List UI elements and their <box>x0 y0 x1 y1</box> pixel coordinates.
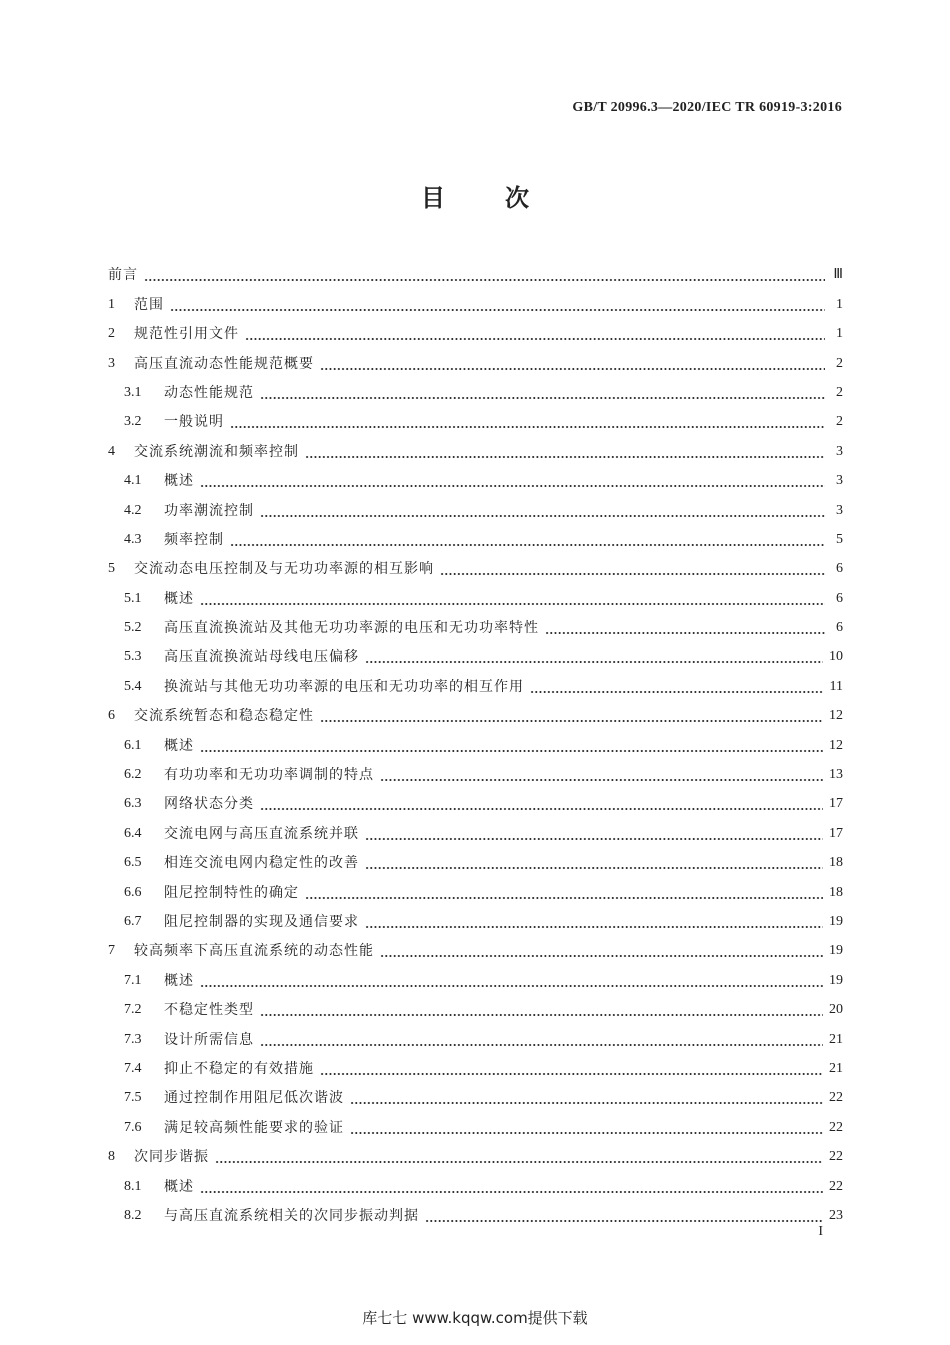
toc-entry-title: 交流系统暂态和稳态稳定性 <box>134 708 314 725</box>
page-title <box>0 178 950 213</box>
toc-entry-title: 高压直流换流站母线电压偏移 <box>164 649 359 666</box>
toc-entry-number: 2 <box>108 326 115 342</box>
toc-entry-number: 7.6 <box>124 1119 142 1135</box>
toc-entry-title: 概述 <box>164 1178 194 1195</box>
toc-entry-page: 21 <box>829 1031 843 1047</box>
toc-entry-number: 7 <box>108 943 115 959</box>
page-number: I <box>818 1224 823 1239</box>
toc-dot-leader <box>260 397 825 399</box>
toc-dot-leader <box>215 1161 823 1163</box>
toc-entry-page: 6 <box>836 620 843 636</box>
toc-dot-leader <box>545 632 825 634</box>
toc-entry[interactable] <box>108 758 843 787</box>
toc-entry-title: 规范性引用文件 <box>134 326 239 343</box>
toc-entry-number: 4.3 <box>124 531 142 547</box>
toc-entry[interactable] <box>108 875 843 904</box>
toc-dot-leader <box>365 661 823 663</box>
toc-entry-number: 6.3 <box>124 796 142 812</box>
toc-entry-title: 动态性能规范 <box>164 384 254 401</box>
toc-entry[interactable] <box>108 1081 843 1110</box>
toc-dot-leader <box>440 573 825 575</box>
toc-entry[interactable] <box>108 669 843 698</box>
toc-entry-title: 不稳定性类型 <box>164 1002 254 1019</box>
toc-entry-number: 6.5 <box>124 855 142 871</box>
toc-dot-leader <box>200 985 823 987</box>
toc-entry-title: 功率潮流控制 <box>164 502 254 519</box>
toc-entry-page: 22 <box>829 1090 843 1106</box>
toc-entry-page: 13 <box>829 767 843 783</box>
toc-dot-leader <box>200 485 825 487</box>
toc-entry-page: 6 <box>836 561 843 577</box>
toc-entry-number: 8 <box>108 1149 115 1165</box>
toc-dot-leader <box>260 1044 823 1046</box>
toc-entry-number: 4.2 <box>124 502 142 518</box>
toc-entry-title: 交流动态电压控制及与无功功率源的相互影响 <box>134 561 434 578</box>
toc-entry-number: 7.4 <box>124 1060 142 1076</box>
toc-entry-number: 3 <box>108 355 115 371</box>
toc-entry[interactable] <box>108 1140 843 1169</box>
toc-entry-number: 7.3 <box>124 1031 142 1047</box>
toc-entry-page: 22 <box>829 1149 843 1165</box>
toc-entry-number: 4 <box>108 443 115 459</box>
toc-entry[interactable] <box>108 611 843 640</box>
toc-entry-title: 一般说明 <box>164 414 224 431</box>
toc-entry[interactable] <box>108 993 843 1022</box>
toc-entry-title: 范围 <box>134 296 164 313</box>
toc-dot-leader <box>320 720 823 722</box>
toc-entry[interactable] <box>108 1052 843 1081</box>
toc-entry-page: 10 <box>829 649 843 665</box>
toc-entry-page: 23 <box>829 1207 843 1223</box>
toc-entry-title: 次同步谐振 <box>134 1149 209 1166</box>
toc-dot-leader <box>200 750 823 752</box>
toc-entry-page: 3 <box>836 443 843 459</box>
toc-entry-title: 概述 <box>164 737 194 754</box>
toc-entry-page: 19 <box>829 913 843 929</box>
toc-dot-leader <box>144 279 825 281</box>
toc-entry[interactable] <box>108 434 843 463</box>
toc-entry-title: 相连交流电网内稳定性的改善 <box>164 855 359 872</box>
toc-entry-title: 概述 <box>164 590 194 607</box>
toc-dot-leader <box>230 426 825 428</box>
toc-entry-page: 18 <box>829 855 843 871</box>
toc-entry-page: 19 <box>829 972 843 988</box>
toc-entry-title: 抑止不稳定的有效措施 <box>164 1060 314 1077</box>
toc-entry-number: 5.3 <box>124 649 142 665</box>
toc-entry-number: 6.2 <box>124 767 142 783</box>
toc-dot-leader <box>260 1014 823 1016</box>
toc-entry[interactable] <box>108 552 843 581</box>
toc-dot-leader <box>170 309 825 311</box>
toc-entry-page: 17 <box>829 825 843 841</box>
title-char-2: 次 <box>505 184 529 212</box>
toc-entry-title: 概述 <box>164 972 194 989</box>
toc-entry[interactable] <box>108 728 843 757</box>
toc-entry[interactable] <box>108 346 843 375</box>
table-of-contents <box>108 258 843 1228</box>
toc-entry-number: 8.1 <box>124 1178 142 1194</box>
toc-entry[interactable] <box>108 581 843 610</box>
toc-entry-title: 换流站与其他无功功率源的电压和无功功率的相互作用 <box>164 678 524 695</box>
toc-entry[interactable] <box>108 1110 843 1139</box>
toc-entry-title: 较高频率下高压直流系统的动态性能 <box>134 943 374 960</box>
toc-entry[interactable] <box>108 1169 843 1198</box>
toc-entry-page: 5 <box>836 531 843 547</box>
toc-entry[interactable] <box>108 258 843 287</box>
toc-entry[interactable] <box>108 816 843 845</box>
toc-entry-title: 高压直流动态性能规范概要 <box>134 355 314 372</box>
toc-entry-title: 与高压直流系统相关的次同步振动判据 <box>164 1207 419 1224</box>
toc-entry[interactable] <box>108 963 843 992</box>
toc-entry-title: 满足较高频性能要求的验证 <box>164 1119 344 1136</box>
toc-entry[interactable] <box>108 905 843 934</box>
toc-dot-leader <box>260 808 823 810</box>
standard-code: GB/T 20996.3—2020/IEC TR 60919-3:2016 <box>572 100 842 115</box>
toc-entry-title: 概述 <box>164 473 194 490</box>
toc-entry-page: Ⅲ <box>833 267 843 283</box>
toc-entry[interactable] <box>108 1199 843 1228</box>
toc-entry-page: 19 <box>829 943 843 959</box>
toc-entry-number: 5.2 <box>124 620 142 636</box>
toc-entry-number: 6 <box>108 708 115 724</box>
toc-entry-number: 6.6 <box>124 884 142 900</box>
toc-entry-title: 频率控制 <box>164 531 224 548</box>
toc-entry-number: 6.1 <box>124 737 142 753</box>
toc-entry-title: 通过控制作用阻尼低次谐波 <box>164 1090 344 1107</box>
toc-dot-leader <box>245 338 825 340</box>
toc-entry-page: 22 <box>829 1119 843 1135</box>
toc-entry-page: 1 <box>836 296 843 312</box>
title-char-1: 目 <box>421 184 445 212</box>
toc-entry-title: 有功功率和无功功率调制的特点 <box>164 767 374 784</box>
toc-entry-page: 3 <box>836 473 843 489</box>
toc-entry-title: 前言 <box>108 267 138 284</box>
toc-entry[interactable] <box>108 846 843 875</box>
toc-dot-leader <box>365 838 823 840</box>
toc-dot-leader <box>305 897 823 899</box>
toc-dot-leader <box>380 955 823 957</box>
toc-entry-page: 2 <box>836 355 843 371</box>
toc-entry-number: 7.2 <box>124 1002 142 1018</box>
toc-entry-page: 3 <box>836 502 843 518</box>
toc-entry-title: 高压直流换流站及其他无功功率源的电压和无功功率特性 <box>164 620 539 637</box>
toc-entry-number: 4.1 <box>124 473 142 489</box>
toc-dot-leader <box>365 926 823 928</box>
toc-entry[interactable] <box>108 405 843 434</box>
toc-entry-title: 阻尼控制器的实现及通信要求 <box>164 913 359 930</box>
toc-entry-page: 21 <box>829 1060 843 1076</box>
toc-entry[interactable] <box>108 464 843 493</box>
toc-entry-page: 2 <box>836 384 843 400</box>
toc-entry-title: 交流系统潮流和频率控制 <box>134 443 299 460</box>
toc-dot-leader <box>365 867 823 869</box>
toc-entry-page: 17 <box>829 796 843 812</box>
toc-entry-title: 设计所需信息 <box>164 1031 254 1048</box>
toc-entry-number: 3.2 <box>124 414 142 430</box>
toc-dot-leader <box>320 1073 823 1075</box>
toc-entry-title: 网络状态分类 <box>164 796 254 813</box>
toc-dot-leader <box>425 1220 823 1222</box>
toc-entry-number: 5 <box>108 561 115 577</box>
toc-entry-number: 6.7 <box>124 913 142 929</box>
toc-dot-leader <box>200 1191 823 1193</box>
toc-entry-page: 1 <box>836 326 843 342</box>
toc-entry[interactable] <box>108 699 843 728</box>
toc-entry[interactable] <box>108 787 843 816</box>
toc-entry[interactable] <box>108 287 843 316</box>
toc-entry-page: 20 <box>829 1002 843 1018</box>
toc-dot-leader <box>230 544 825 546</box>
toc-entry-title: 阻尼控制特性的确定 <box>164 884 299 901</box>
toc-dot-leader <box>380 779 823 781</box>
toc-entry[interactable] <box>108 317 843 346</box>
toc-entry-number: 8.2 <box>124 1207 142 1223</box>
toc-entry[interactable] <box>108 934 843 963</box>
toc-dot-leader <box>350 1102 823 1104</box>
toc-entry-page: 12 <box>829 708 843 724</box>
toc-dot-leader <box>200 603 825 605</box>
toc-dot-leader <box>260 515 825 517</box>
toc-entry[interactable] <box>108 1022 843 1051</box>
toc-dot-leader <box>320 368 825 370</box>
toc-dot-leader <box>305 456 825 458</box>
toc-entry-page: 11 <box>829 678 843 694</box>
toc-entry[interactable] <box>108 493 843 522</box>
toc-entry-page: 6 <box>836 590 843 606</box>
footer-download-note: 库七七 www.kqqw.com提供下载 <box>362 1309 588 1327</box>
toc-entry-number: 6.4 <box>124 825 142 841</box>
toc-dot-leader <box>530 691 824 693</box>
toc-entry-page: 18 <box>829 884 843 900</box>
toc-entry-number: 7.5 <box>124 1090 142 1106</box>
toc-entry-number: 5.4 <box>124 678 142 694</box>
toc-entry-number: 1 <box>108 296 115 312</box>
toc-entry[interactable] <box>108 523 843 552</box>
toc-entry-number: 5.1 <box>124 590 142 606</box>
toc-dot-leader <box>350 1132 823 1134</box>
toc-entry[interactable] <box>108 640 843 669</box>
toc-entry-page: 12 <box>829 737 843 753</box>
toc-entry-page: 2 <box>836 414 843 430</box>
toc-entry[interactable] <box>108 376 843 405</box>
toc-entry-page: 22 <box>829 1178 843 1194</box>
toc-entry-number: 7.1 <box>124 972 142 988</box>
toc-entry-number: 3.1 <box>124 384 142 400</box>
toc-entry-title: 交流电网与高压直流系统并联 <box>164 825 359 842</box>
